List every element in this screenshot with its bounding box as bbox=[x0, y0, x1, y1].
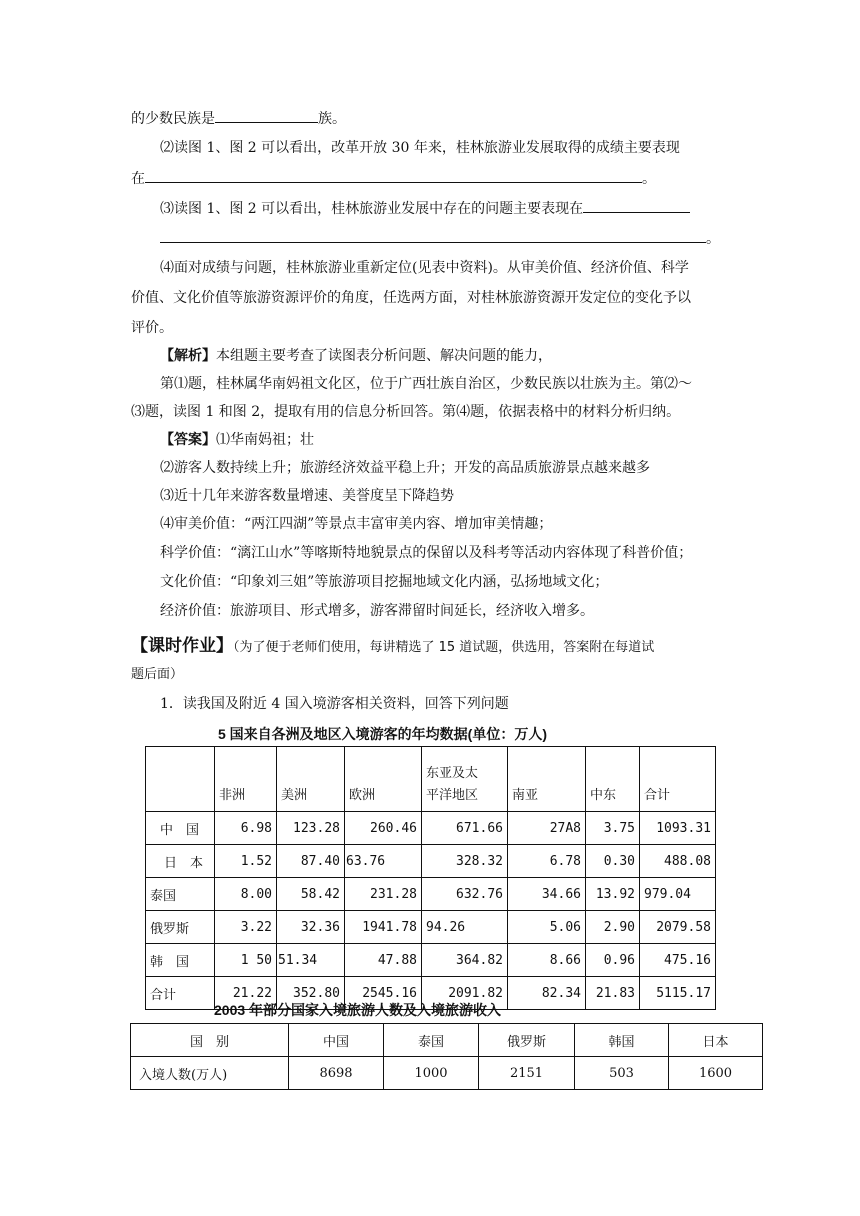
table-cell: 475.16 bbox=[640, 944, 716, 977]
table2-header-korea: 韩国 bbox=[575, 1024, 669, 1057]
table-cell: 231.28 bbox=[345, 878, 422, 911]
answer-3: ⑶近十几年来游客数量增速、美誉度呈下降趋势 bbox=[160, 488, 454, 504]
row-label: 中 国 bbox=[146, 812, 215, 845]
q2-suffix: 。 bbox=[642, 171, 656, 187]
row-label: 合计 bbox=[146, 977, 215, 1010]
table-row bbox=[146, 845, 716, 878]
table1-header-row bbox=[146, 747, 716, 812]
homework-heading: 【课时作业】 bbox=[131, 636, 233, 656]
table2-header-country: 国 别 bbox=[131, 1024, 289, 1057]
inbound-tourists-table bbox=[145, 746, 716, 1010]
table1-header-africa: 非洲 bbox=[215, 747, 277, 812]
table2-caption: 2003 年部分国家入境旅游人数及入境旅游收入 bbox=[214, 1002, 502, 1018]
q3-question bbox=[160, 198, 690, 219]
table-cell: 82.34 bbox=[508, 977, 586, 1010]
table1-header-total: 合计 bbox=[640, 747, 716, 812]
table-cell: 27A8 bbox=[508, 812, 586, 845]
table1-header-east-asia-line2: 平洋地区 bbox=[426, 788, 479, 803]
q1-suffix: 族。 bbox=[318, 111, 346, 127]
analysis-line-2: 第⑴题，桂林属华南妈祖文化区，位于广西壮族自治区，少数民族以壮族为主。第⑵～ bbox=[160, 376, 692, 392]
answer-6: 文化价值：“印象刘三姐”等旅游项目挖掘地域文化内涵，弘扬地域文化； bbox=[160, 574, 609, 590]
table-cell: 260.46 bbox=[345, 812, 422, 845]
table-cell: 2079.58 bbox=[640, 911, 716, 944]
q4-line-2: 价值、文化价值等旅游资源评价的角度，任选两方面，对桂林旅游资源开发定位的变化予以 bbox=[131, 290, 691, 306]
table-cell: 671.66 bbox=[422, 812, 508, 845]
table-cell: 87.40 bbox=[277, 845, 345, 878]
table1-header-europe: 欧洲 bbox=[345, 747, 422, 812]
q3-blank-1[interactable] bbox=[583, 198, 690, 213]
table-cell: 364.82 bbox=[422, 944, 508, 977]
table-cell: 352.80 bbox=[277, 977, 345, 1010]
table-cell: 21.22 bbox=[215, 977, 277, 1010]
table-cell: 58.42 bbox=[277, 878, 345, 911]
table-cell: 51.34 bbox=[277, 944, 345, 977]
table1-header-east-asia-line1: 东亚及太 bbox=[426, 766, 479, 781]
analysis-text-1: 本组题主要考查了读图表分析问题、解决问题的能力， bbox=[216, 348, 552, 364]
table1-header-south-asia: 南亚 bbox=[508, 747, 586, 812]
table-cell: 3.75 bbox=[586, 812, 640, 845]
table-row bbox=[131, 1057, 763, 1090]
q1-answer-line bbox=[131, 108, 346, 129]
table-cell: 8698 bbox=[289, 1057, 384, 1090]
table-cell: 13.92 bbox=[586, 878, 640, 911]
table-cell: 328.32 bbox=[422, 845, 508, 878]
q4-line-3: 评价。 bbox=[131, 320, 173, 336]
answer-2: ⑵游客人数持续上升；旅游经济效益平稳上升；开发的高品质旅游景点越来越多 bbox=[160, 460, 650, 476]
table-cell: 47.88 bbox=[345, 944, 422, 977]
table-row bbox=[146, 812, 716, 845]
q3-blank-2[interactable] bbox=[160, 228, 706, 243]
q2-blank[interactable] bbox=[145, 168, 642, 183]
q4-line-1: ⑷面对成绩与问题，桂林旅游业重新定位(见表中资料)。从审美价值、经济价值、科学 bbox=[160, 260, 689, 276]
table-cell: 6.98 bbox=[215, 812, 277, 845]
table-cell: 0.96 bbox=[586, 944, 640, 977]
table-cell: 0.30 bbox=[586, 845, 640, 878]
homework-note-1: （为了便于老师们使用，每讲精选了 15 道试题，供选用，答案附在每道试 bbox=[233, 640, 655, 655]
table2-header-row bbox=[131, 1024, 763, 1057]
table-cell: 1 50 bbox=[215, 944, 277, 977]
table-cell: 34.66 bbox=[508, 878, 586, 911]
analysis-label: 【解析】 bbox=[160, 348, 216, 364]
table-cell: 8.00 bbox=[215, 878, 277, 911]
homework-question-1: 1．读我国及附近 4 国入境游客相关资料，回答下列问题 bbox=[160, 696, 509, 712]
table-cell: 632.76 bbox=[422, 878, 508, 911]
row-label: 俄罗斯 bbox=[146, 911, 215, 944]
homework-note-2: 题后面） bbox=[131, 667, 184, 682]
q2-prefix: 在 bbox=[131, 171, 145, 187]
q1-blank[interactable] bbox=[215, 108, 318, 123]
table-cell: 2545.16 bbox=[345, 977, 422, 1010]
table-cell: 3.22 bbox=[215, 911, 277, 944]
q3-suffix: 。 bbox=[706, 231, 720, 247]
table-row bbox=[146, 911, 716, 944]
q3-answer-line bbox=[160, 228, 720, 249]
table-cell: 1093.31 bbox=[640, 812, 716, 845]
table-cell: 1941.78 bbox=[345, 911, 422, 944]
answer-4: ⑷审美价值：“两江四湖”等景点丰富审美内容、增加审美情趣； bbox=[160, 516, 553, 532]
table-cell: 2091.82 bbox=[422, 977, 508, 1010]
table-cell: 5115.17 bbox=[640, 977, 716, 1010]
table-cell: 979.04 bbox=[640, 878, 716, 911]
table-cell: 6.78 bbox=[508, 845, 586, 878]
inbound-2003-table bbox=[130, 1023, 763, 1090]
answer-label: 【答案】 bbox=[160, 432, 216, 448]
table-cell: 8.66 bbox=[508, 944, 586, 977]
table1-caption: 5 国来自各洲及地区入境游客的年均数据(单位：万人) bbox=[218, 726, 547, 742]
row-label: 韩 国 bbox=[146, 944, 215, 977]
row-label: 入境人数(万人) bbox=[131, 1057, 289, 1090]
table-cell: 503 bbox=[575, 1057, 669, 1090]
homework-heading-line bbox=[131, 636, 654, 658]
table2-header-japan: 日本 bbox=[669, 1024, 763, 1057]
table-row bbox=[146, 944, 716, 977]
table-cell: 21.83 bbox=[586, 977, 640, 1010]
table2-header-china: 中国 bbox=[289, 1024, 384, 1057]
table1-header-corner bbox=[146, 747, 215, 812]
table-cell: 32.36 bbox=[277, 911, 345, 944]
table-cell: 1000 bbox=[384, 1057, 479, 1090]
q2-question: ⑵读图 1、图 2 可以看出，改革开放 30 年来，桂林旅游业发展取得的成绩主要表现 bbox=[160, 140, 680, 156]
table-cell: 1.52 bbox=[215, 845, 277, 878]
table-cell: 1600 bbox=[669, 1057, 763, 1090]
answer-1: ⑴华南妈祖；壮 bbox=[216, 432, 314, 448]
table-cell: 123.28 bbox=[277, 812, 345, 845]
table-cell: 5.06 bbox=[508, 911, 586, 944]
table-cell: 488.08 bbox=[640, 845, 716, 878]
analysis-line-1 bbox=[160, 346, 552, 366]
row-label: 泰国 bbox=[146, 878, 215, 911]
table-cell: 63.76 bbox=[345, 845, 422, 878]
analysis-line-3: ⑶题，读图 1 和图 2，提取有用的信息分析回答。第⑷题，依据表格中的材料分析归纳。 bbox=[131, 404, 681, 420]
table1-header-americas: 美洲 bbox=[277, 747, 345, 812]
table1-header-middle-east: 中东 bbox=[586, 747, 640, 812]
answer-line-1 bbox=[160, 430, 314, 450]
q3-text: ⑶读图 1、图 2 可以看出，桂林旅游业发展中存在的问题主要表现在 bbox=[160, 201, 584, 217]
answer-5: 科学价值：“漓江山水”等喀斯特地貌景点的保留以及科考等活动内容体现了科普价值； bbox=[160, 545, 693, 561]
table-cell: 94.26 bbox=[422, 911, 508, 944]
table-cell: 2.90 bbox=[586, 911, 640, 944]
table-row bbox=[146, 878, 716, 911]
answer-7: 经济价值：旅游项目、形式增多，游客滞留时间延长，经济收入增多。 bbox=[160, 603, 594, 619]
table2-header-russia: 俄罗斯 bbox=[479, 1024, 575, 1057]
q2-answer-line bbox=[131, 168, 656, 189]
table-cell: 2151 bbox=[479, 1057, 575, 1090]
table2-header-thailand: 泰国 bbox=[384, 1024, 479, 1057]
row-label: 日 本 bbox=[146, 845, 215, 878]
q1-prefix: 的少数民族是 bbox=[131, 111, 215, 127]
table1-header-east-asia-pacific bbox=[422, 747, 508, 812]
